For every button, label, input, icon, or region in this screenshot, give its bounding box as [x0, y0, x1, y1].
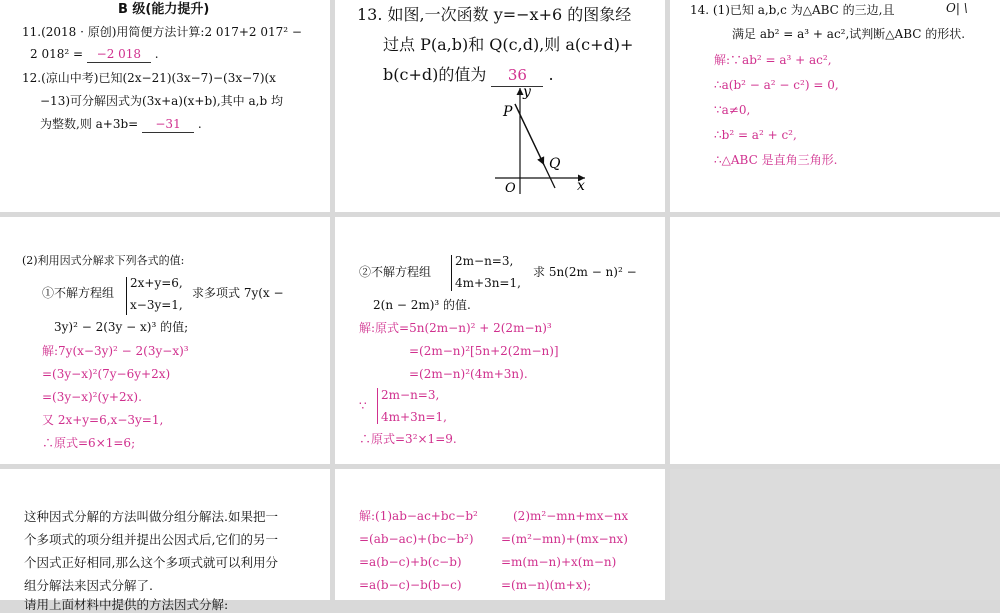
graph-x-label: x: [577, 178, 585, 194]
part2-intro: (2)利用因式分解求下列各式的值:: [22, 254, 185, 267]
q11-line2-prefix: 2 018² =: [30, 47, 84, 61]
pq-arrow: [515, 104, 544, 165]
system-eq1: 2x+y=6,: [130, 276, 183, 290]
panel-q14-part2: [0, 217, 330, 464]
solution-col1-2: =(ab−ac)+(bc−b²): [359, 532, 474, 546]
material-line-4: 组分解法来因式分解了.: [24, 578, 153, 593]
part2-solution-2: =(3y−x)²(7y−6y+2x): [42, 367, 171, 381]
q12-line1: 12.(凉山中考)已知(2x−21)(3x−7)−(3x−7)(x: [22, 71, 276, 85]
panel-grouping-method: [0, 469, 330, 612]
q12-line2: −13)可分解因式为(3x+a)(x+b),其中 a,b 均: [40, 94, 283, 108]
panel-q13: [335, 0, 665, 212]
sub2-line2: 2(n − 2m)³ 的值.: [373, 298, 471, 312]
sub2-solution-6: ∴原式=3²×1=9.: [359, 432, 457, 446]
system-eq2: x−3y=1,: [130, 298, 183, 312]
q11-line2-suffix: .: [154, 47, 159, 61]
q13-line2: 过点 P(a,b)和 Q(c,d),则 a(c+d)+: [383, 35, 634, 54]
solution-col1-3: =a(b−c)+b(c−b): [359, 555, 462, 569]
sub2-solution-3: =(2m−n)²(4m+3n).: [409, 367, 528, 381]
panel-b-level: [0, 0, 330, 212]
part2-solution-5: ∴原式=6×1=6;: [42, 436, 136, 450]
q14-solution-2: ∴a(b² − a² − c²) = 0,: [714, 78, 839, 92]
system2-eq1: 2m−n=3,: [455, 254, 514, 268]
system2-eq2: 4m+3n=1,: [455, 276, 521, 290]
material-line-3: 个因式正好相同,那么这个多项式就可以利用分: [24, 555, 278, 570]
sub1-suffix: 求多项式 7y(x −: [192, 286, 284, 300]
solution-col1-1: 解:(1)ab−ac+bc−b²: [359, 509, 478, 523]
sub2-solution-2: =(2m−n)²[5n+2(2m−n)]: [409, 344, 559, 358]
q12-line3: [40, 116, 202, 133]
q12-line3-suffix: .: [197, 117, 202, 131]
q12-line3-prefix: 为整数,则 a+3b=: [40, 117, 139, 131]
panel-empty-grey: [670, 469, 1000, 600]
q14-line2: 满足 ab² = a³ + ac²,试判断△ABC 的形状.: [732, 27, 966, 41]
system-brace-3: [377, 388, 378, 424]
q11-line1: 11.(2018 · 原创)用简便方法计算:2 017+2 017² −: [22, 25, 302, 39]
material-line-2: 个多项式的项分组并提出公因式后,它们的另一: [24, 532, 278, 547]
sub2-suffix: 求 5n(2m − n)² −: [533, 265, 637, 279]
q14-solution-3: ∵a≠0,: [714, 103, 751, 117]
sub2-solution-1: 解:原式=5n(2m−n)² + 2(2m−n)³: [359, 321, 552, 335]
sub2-solution-4: 2m−n=3,: [381, 388, 440, 402]
system-brace-2: [451, 255, 452, 291]
q13-line3-suffix: .: [548, 65, 554, 84]
solution-col2-2: =(m²−mn)+(mx−nx): [501, 532, 628, 546]
q11-answer: −2 018: [87, 46, 151, 63]
panel-q14: [670, 0, 1000, 212]
panel-sub2: [335, 217, 665, 464]
q14-solution-1: 解:∵ab² = a³ + ac²,: [714, 53, 832, 67]
linear-function-graph: [485, 82, 645, 202]
part2-solution-4: 又 2x+y=6,x−3y=1,: [42, 413, 164, 427]
q13-line3-prefix: b(c+d)的值为: [383, 65, 487, 84]
q14-corner-fragment: O| \: [946, 1, 968, 15]
panel-blank: [670, 217, 1000, 464]
q14-line1: 14. (1)已知 a,b,c 为△ABC 的三边,且: [690, 3, 895, 17]
solution-col2-3: =m(m−n)+x(m−n): [501, 555, 617, 569]
because-symbol: ∵: [359, 399, 367, 413]
q14-solution-4: ∴b² = a² + c²,: [714, 128, 797, 142]
material-line-5: 请用上面材料中提供的方法因式分解:: [24, 597, 229, 612]
graph-origin-label: O: [505, 181, 516, 196]
sub1-line2: 3y)² − 2(3y − x)³ 的值;: [54, 320, 189, 334]
solution-col2-4: =(m−n)(m+x);: [501, 578, 592, 592]
material-line-1: 这种因式分解的方法叫做分组分解法.如果把一: [24, 509, 278, 524]
q14-solution-5: ∴△ABC 是直角三角形.: [714, 153, 838, 167]
sub2-prefix: ②不解方程组: [359, 265, 432, 279]
graph-p-label: P: [503, 104, 513, 120]
solution-col2-1: (2)m²−mn+mx−nx: [513, 509, 629, 523]
solution-col1-4: =a(b−c)−b(b−c): [359, 578, 462, 592]
section-heading: B 级(能力提升): [118, 2, 210, 17]
q13-answer: 36: [491, 64, 543, 87]
part2-solution-3: =(3y−x)²(y+2x).: [42, 390, 142, 404]
part2-solution-1: 解:7y(x−3y)² − 2(3y−x)³: [42, 344, 189, 358]
graph-y-label: y: [523, 84, 531, 100]
q13-line1: 13. 如图,一次函数 y=−x+6 的图象经: [357, 5, 632, 24]
graph-q-label: Q: [549, 156, 561, 172]
q11-line2: [30, 46, 159, 63]
q12-answer: −31: [142, 116, 194, 133]
system-brace: [126, 277, 127, 315]
sub2-solution-5: 4m+3n=1,: [381, 410, 447, 424]
sub1-prefix: ①不解方程组: [42, 286, 115, 300]
panel-grouping-solution: [335, 469, 665, 600]
